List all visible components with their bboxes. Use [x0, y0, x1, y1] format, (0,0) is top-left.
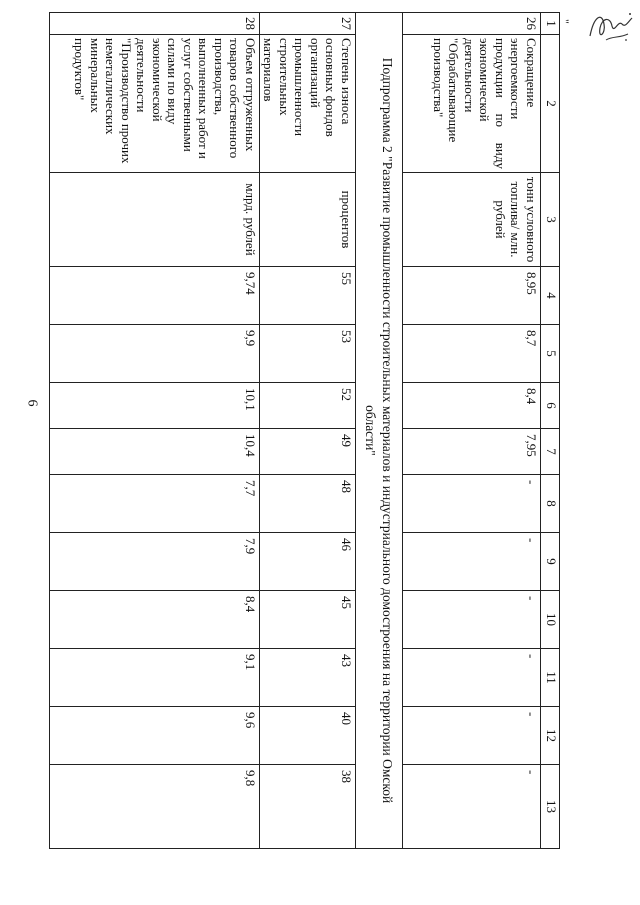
value-cell: 43 [260, 649, 356, 707]
value-cell: - [403, 475, 541, 533]
column-header: 9 [541, 533, 560, 591]
column-number-row [541, 13, 560, 849]
column-header: 6 [541, 383, 560, 429]
value-cell: 52 [260, 383, 356, 429]
value-cell: 8,4 [50, 591, 260, 649]
value-cell: 45 [260, 591, 356, 649]
indicator-name: Степень износа основных фондов организаций промышленности строительных материалов [260, 35, 356, 173]
column-header: 4 [541, 267, 560, 325]
table-row [260, 13, 356, 849]
column-header: 12 [541, 707, 560, 765]
row-number: 27 [260, 13, 356, 35]
value-cell: 8,95 [403, 267, 541, 325]
unit-cell: тонн условного топлива/ млн. рублей [403, 173, 541, 267]
value-cell: 49 [260, 429, 356, 475]
column-header: 5 [541, 325, 560, 383]
unit-cell: процентов [260, 173, 356, 267]
value-cell: 9,6 [50, 707, 260, 765]
column-header: 2 [541, 35, 560, 173]
value-cell: - [403, 765, 541, 849]
unit-cell: млрд. рублей [50, 173, 260, 267]
value-cell: 7,7 [50, 475, 260, 533]
column-header: 10 [541, 591, 560, 649]
page-number: 6 [24, 399, 40, 407]
value-cell: 9,74 [50, 267, 260, 325]
value-cell: 46 [260, 533, 356, 591]
rotated-table-container [60, 12, 560, 848]
value-cell: 8,4 [403, 383, 541, 429]
value-cell: 9,9 [50, 325, 260, 383]
column-header: 13 [541, 765, 560, 849]
value-cell: 8,7 [403, 325, 541, 383]
value-cell: 55 [260, 267, 356, 325]
value-cell: 7,95 [403, 429, 541, 475]
value-cell: - [403, 707, 541, 765]
row-number: 28 [50, 13, 260, 35]
subprogram-row [356, 13, 403, 849]
signature-icon [584, 6, 636, 48]
value-cell: 9,1 [50, 649, 260, 707]
indicators-table [49, 12, 560, 849]
closing-quote: " [557, 19, 572, 24]
subprogram-title: Подпрограмма 2 "Развитие промышленности строительных материалов и индустриального домостроения на территории Омской области" [356, 13, 403, 849]
value-cell: - [403, 591, 541, 649]
value-cell: - [403, 533, 541, 591]
table-row [50, 13, 260, 849]
row-number: 26 [403, 13, 541, 35]
value-cell: 10,4 [50, 429, 260, 475]
table-row [403, 13, 541, 849]
value-cell: 38 [260, 765, 356, 849]
value-cell: 48 [260, 475, 356, 533]
value-cell: 7,9 [50, 533, 260, 591]
column-header: 11 [541, 649, 560, 707]
column-header: 3 [541, 173, 560, 267]
value-cell: 9,8 [50, 765, 260, 849]
column-header: 8 [541, 475, 560, 533]
value-cell: 40 [260, 707, 356, 765]
indicator-name: Объем отгруженных товаров собственного производства, выполненных работ и услуг собственными силами по виду экономической деятельности "Производство прочих неметаллических минеральных продуктов" [50, 35, 260, 173]
value-cell: 53 [260, 325, 356, 383]
indicator-name: Сокращение энергоемкости продукции по виду экономической деятельности "Обрабатывающие производства" [403, 35, 541, 173]
column-header: 1 [541, 13, 560, 35]
column-header: 7 [541, 429, 560, 475]
value-cell: 10,1 [50, 383, 260, 429]
value-cell: - [403, 649, 541, 707]
